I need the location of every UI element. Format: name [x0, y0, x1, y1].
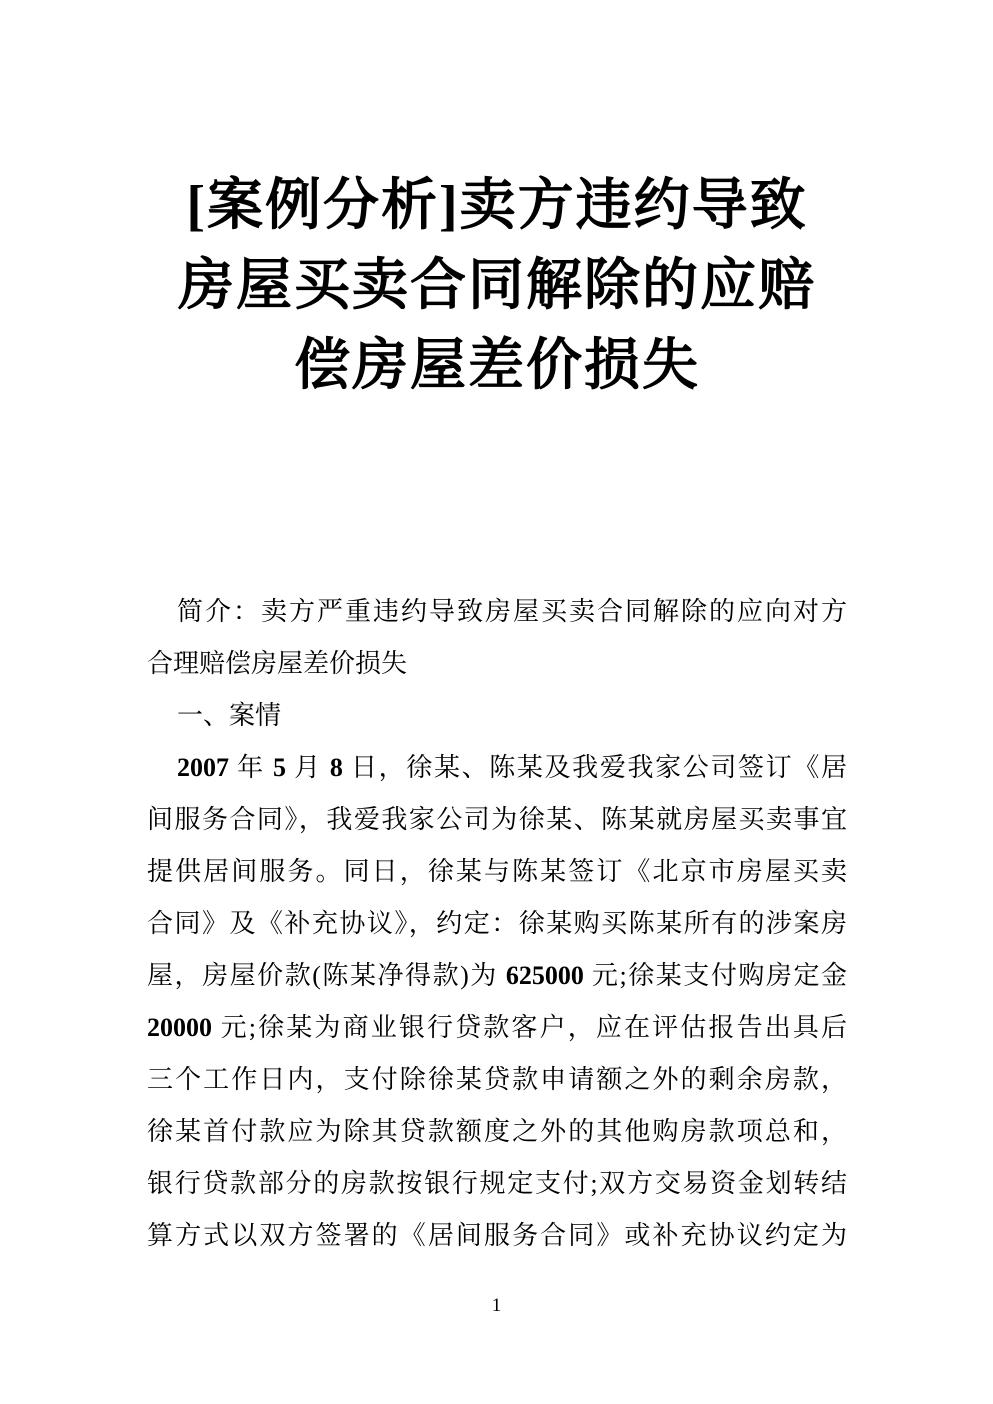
body-line: 屋，房屋价款(陈某净得款)为 625000 元;徐某支付购房定金	[147, 961, 847, 990]
body-line: 徐某首付款应为除其贷款额度之外的其他购房款项总和，	[147, 1117, 847, 1146]
title-line: 房屋买卖合同解除的应赔	[178, 255, 816, 317]
numeric-value: 2007	[177, 753, 229, 782]
body-line: 银行贷款部分的房款按银行规定支付;双方交易资金划转结	[147, 1169, 847, 1198]
body-line: 20000 元;徐某为商业银行贷款客户，应在评估报告出具后	[147, 1013, 847, 1042]
numeric-value: 625000	[505, 961, 584, 990]
body-line: 合同》及《补充协议》，约定：徐某购买陈某所有的涉案房	[147, 909, 847, 938]
document-title	[147, 166, 847, 406]
page-number: 1	[491, 1295, 502, 1316]
body-line: 合理赔偿房屋差价损失	[147, 649, 408, 678]
title-line: 偿房屋差价损失	[294, 335, 700, 397]
numeric-value: 8	[329, 753, 343, 782]
numeric-value: 20000	[147, 1013, 212, 1042]
body-line: 间服务合同》，我爱我家公司为徐某、陈某就房屋买卖事宜	[147, 805, 847, 834]
body-line: 一、案情	[177, 701, 282, 730]
body-line: 提供居间服务。同日，徐某与陈某签订《北京市房屋买卖	[147, 857, 847, 886]
body-line: 简介：卖方严重违约导致房屋买卖合同解除的应向对方	[177, 597, 847, 626]
numeric-value: 5	[272, 753, 286, 782]
body-line: 2007 年 5 月 8 日，徐某、陈某及我爱我家公司签订《居	[177, 753, 847, 782]
title-line: [案例分析]卖方违约导致	[186, 175, 808, 237]
body-line: 算方式以双方签署的《居间服务合同》或补充协议约定为	[147, 1221, 847, 1250]
body-line: 三个工作日内，支付除徐某贷款申请额之外的剩余房款，	[147, 1065, 847, 1094]
document-body-text	[147, 586, 847, 1262]
